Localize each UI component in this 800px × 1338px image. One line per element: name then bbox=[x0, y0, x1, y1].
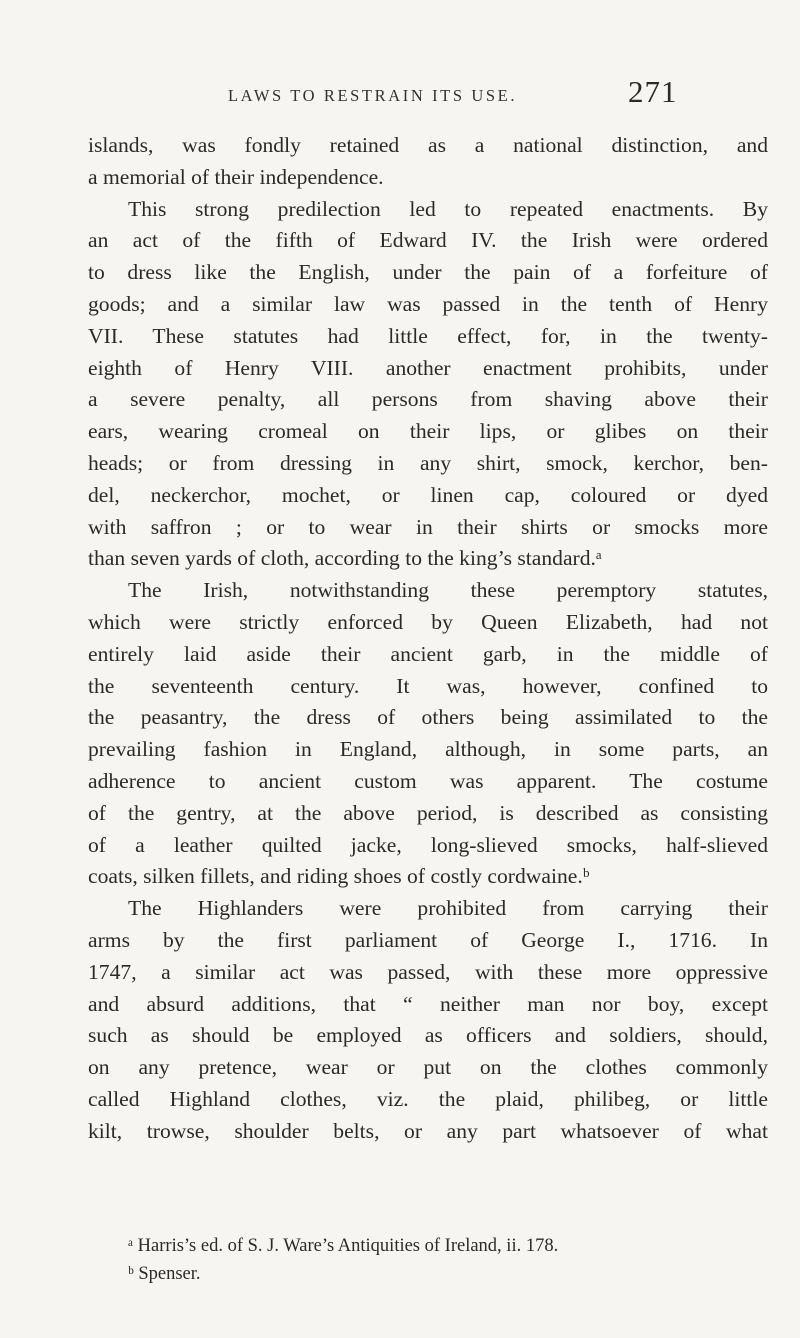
text-line: a severe penalty, all persons from shaving above their bbox=[88, 387, 768, 412]
text-line: 1747, a similar act was passed, with these more oppressive bbox=[88, 959, 768, 984]
text-line: adherence to ancient custom was apparent. The costume bbox=[88, 768, 768, 793]
text-line: coats, silken fillets, and riding shoes of costly cordwaine.ᵇ bbox=[88, 864, 590, 889]
running-title: LAWS TO RESTRAIN ITS USE. bbox=[228, 86, 518, 105]
text-line: which were strictly enforced by Queen Elizabeth, had not bbox=[88, 609, 768, 634]
footnotes bbox=[88, 1232, 768, 1288]
text-line: of a leather quilted jacke, long-slieved smocks, half-slieved bbox=[88, 832, 768, 857]
text-line: eighth of Henry VIII. another enactment prohibits, under bbox=[88, 355, 768, 380]
text-line: a memorial of their independence. bbox=[88, 164, 384, 189]
text-line: arms by the first parliament of George I., 1716. In bbox=[88, 927, 768, 952]
text-line: and absurd additions, that “ neither man nor boy, except bbox=[88, 991, 768, 1016]
running-header bbox=[0, 74, 800, 114]
page-number: 271 bbox=[628, 74, 678, 109]
text-line: the peasantry, the dress of others being assimilated to the bbox=[88, 705, 768, 730]
footnote: ᵃ Harris’s ed. of S. J. Ware’s Antiquities of Ireland, ii. 178. bbox=[128, 1236, 559, 1256]
text-line: The Irish, notwithstanding these peremptory statutes, bbox=[128, 578, 768, 603]
text-line: The Highlanders were prohibited from carrying their bbox=[128, 896, 768, 921]
text-line: kilt, trowse, shoulder belts, or any part whatsoever of what bbox=[88, 1118, 768, 1143]
text-line: of the gentry, at the above period, is described as consisting bbox=[88, 800, 768, 825]
text-line: such as should be employed as officers and soldiers, should, bbox=[88, 1023, 768, 1048]
text-line: del, neckerchor, mochet, or linen cap, coloured or dyed bbox=[88, 482, 768, 507]
text-line: This strong predilection led to repeated enactments. By bbox=[128, 196, 768, 221]
text-line: prevailing fashion in England, although, in some parts, an bbox=[88, 737, 768, 762]
text-line: goods; and a similar law was passed in the tenth of Henry bbox=[88, 291, 768, 316]
text-line: VII. These statutes had little effect, for, in the twenty- bbox=[88, 323, 768, 348]
text-line: called Highland clothes, viz. the plaid, philibeg, or little bbox=[88, 1086, 768, 1111]
body-text bbox=[88, 130, 768, 1148]
text-line: the seventeenth century. It was, however, confined to bbox=[88, 673, 768, 698]
text-line: entirely laid aside their ancient garb, in the middle of bbox=[88, 641, 768, 666]
text-line: an act of the fifth of Edward IV. the Irish were ordered bbox=[88, 228, 768, 253]
text-line: islands, was fondly retained as a national distinction, and bbox=[88, 133, 768, 157]
text-line: on any pretence, wear or put on the clothes commonly bbox=[88, 1055, 768, 1080]
text-line: to dress like the English, under the pain of a forfeiture of bbox=[88, 260, 768, 285]
text-line: ears, wearing cromeal on their lips, or glibes on their bbox=[88, 419, 768, 444]
footnote: ᵇ Spenser. bbox=[128, 1264, 201, 1284]
text-line: heads; or from dressing in any shirt, smock, kerchor, ben- bbox=[88, 450, 768, 475]
text-line: with saffron ; or to wear in their shirts or smocks more bbox=[88, 514, 768, 539]
text-line: than seven yards of cloth, according to the king’s standard.ᵃ bbox=[88, 546, 602, 571]
